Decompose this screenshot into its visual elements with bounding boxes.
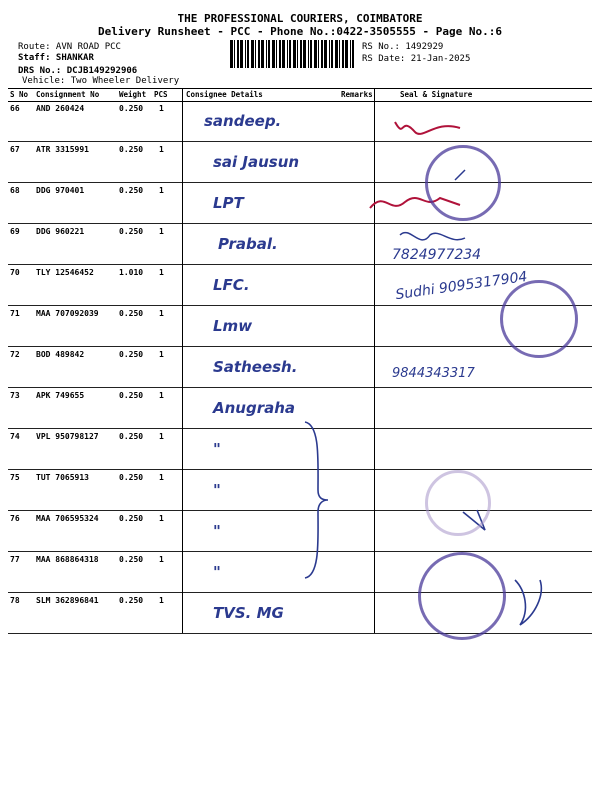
sno-cell: 67	[10, 145, 20, 154]
weight-cell: 0.250	[119, 391, 144, 400]
consignee-handwriting: sandeep.	[204, 112, 282, 130]
sno-cell: 69	[10, 227, 20, 236]
barcode-bar	[310, 40, 312, 68]
pcs-cell: 1	[159, 227, 164, 236]
barcode-bar	[282, 40, 285, 68]
pcs-cell: 1	[159, 309, 164, 318]
company-seal-stamp	[425, 145, 501, 221]
consignment-cell: MAA 868864318	[36, 555, 99, 564]
barcode-bar	[300, 40, 302, 68]
company-title: THE PROFESSIONAL COURIERS, COIMBATORE	[177, 12, 423, 25]
barcode-bar	[268, 40, 270, 68]
consignment-cell: BOD 489842	[36, 350, 85, 359]
barcode-bar	[234, 40, 235, 68]
barcode-bar	[339, 40, 340, 68]
barcode-bar	[321, 40, 323, 68]
barcode-bar	[255, 40, 256, 68]
barcode-bar	[237, 40, 239, 68]
vehicle-label: Vehicle: Two Wheeler Delivery	[22, 76, 180, 86]
consignee-handwriting: LPT	[213, 194, 244, 212]
sno-cell: 68	[10, 186, 20, 195]
runsheet-subtitle: Delivery Runsheet - PCC - Phone No.:0422-3505555 - Page No.:6	[98, 25, 502, 38]
weight-cell: 0.250	[119, 596, 144, 605]
pcs-cell: 1	[159, 514, 164, 523]
company-seal-stamp	[418, 552, 506, 640]
consignee-handwriting: Lmw	[213, 317, 253, 335]
row72-handwritten-phone: 9844343317	[392, 366, 475, 381]
sno-cell: 70	[10, 268, 20, 277]
barcode-bar	[331, 40, 333, 68]
barcode-bar	[272, 40, 275, 68]
barcode-bar	[245, 40, 246, 68]
barcode-bar	[247, 40, 249, 68]
weight-cell: 0.250	[119, 473, 144, 482]
barcode-bar	[303, 40, 306, 68]
rs-date: RS Date: 21-Jan-2025	[362, 54, 471, 64]
barcode-bar	[314, 40, 317, 68]
barcode-bar	[297, 40, 298, 68]
barcode-bar	[258, 40, 260, 68]
barcode-bar	[308, 40, 309, 68]
weight-cell: 1.010	[119, 268, 144, 277]
consignee-handwriting: "	[213, 522, 221, 540]
pcs-cell: 1	[159, 350, 164, 359]
barcode-bar	[324, 40, 327, 68]
consignee-handwriting: LFC.	[213, 276, 250, 294]
barcode-bar	[352, 40, 354, 68]
consignee-handwriting: "	[213, 481, 221, 499]
weight-cell: 0.250	[119, 432, 144, 441]
staff-label: Staff: SHANKAR	[18, 53, 94, 63]
consignment-cell: AND 260424	[36, 104, 85, 113]
weight-cell: 0.250	[119, 227, 144, 236]
barcode-bar	[342, 40, 344, 68]
barcode-bar	[240, 40, 243, 68]
pcs-cell: 1	[159, 473, 164, 482]
col-pcs-header: PCS	[154, 90, 168, 99]
barcode-bar	[261, 40, 264, 68]
consignment-cell: MAA 707092039	[36, 309, 99, 318]
col-sno-header: S No	[10, 90, 29, 99]
drs-number: DRS No.: DCJB149292906	[18, 66, 138, 76]
consignee-handwriting: Satheesh.	[213, 358, 298, 376]
sno-cell: 72	[10, 350, 20, 359]
consignment-cell: ATR 3315991	[36, 145, 89, 154]
route-label: Route: AVN ROAD PCC	[18, 42, 121, 52]
company-seal-stamp	[500, 280, 578, 358]
pcs-cell: 1	[159, 186, 164, 195]
row69-handwritten-phone: 7824977234	[392, 247, 482, 263]
column-divider	[182, 88, 183, 633]
sno-cell: 71	[10, 309, 20, 318]
pcs-cell: 1	[159, 391, 164, 400]
consignment-cell: DDG 960221	[36, 227, 85, 236]
consignment-cell: TUT 7065913	[36, 473, 89, 482]
col-consignee-header: Consignee Details	[186, 90, 263, 99]
ditto-brace	[300, 420, 330, 580]
consignment-cell: MAA 706595324	[36, 514, 99, 523]
barcode-bar	[276, 40, 277, 68]
pcs-cell: 1	[159, 596, 164, 605]
barcode-bar	[287, 40, 288, 68]
sno-cell: 77	[10, 555, 20, 564]
barcode-bar	[266, 40, 267, 68]
col-consignment-header: Consignment No	[36, 90, 100, 99]
weight-cell: 0.250	[119, 514, 144, 523]
consignment-cell: SLM 362896841	[36, 596, 99, 605]
row70-handwritten-phone: Sudhi 9095317904	[394, 268, 529, 304]
barcode-bar	[230, 40, 233, 68]
company-seal-stamp	[425, 470, 491, 536]
barcode-bar	[329, 40, 330, 68]
weight-cell: 0.250	[119, 145, 144, 154]
sno-cell: 66	[10, 104, 20, 113]
consignee-handwriting: Anugraha	[213, 399, 296, 417]
barcode-bar	[335, 40, 338, 68]
barcode-bar	[251, 40, 254, 68]
weight-cell: 0.250	[119, 186, 144, 195]
col-weight-header: Weight	[119, 90, 147, 99]
pcs-cell: 1	[159, 432, 164, 441]
consignment-cell: APK 749655	[36, 391, 85, 400]
sno-cell: 78	[10, 596, 20, 605]
consignment-cell: VPL 950798127	[36, 432, 99, 441]
barcode-bar	[318, 40, 319, 68]
sno-cell: 75	[10, 473, 20, 482]
sno-cell: 74	[10, 432, 20, 441]
consignee-handwriting: "	[213, 563, 221, 581]
sno-cell: 73	[10, 391, 20, 400]
consignment-cell: TLY 12546452	[36, 268, 94, 277]
barcode-bar	[289, 40, 291, 68]
barcode-bar	[293, 40, 296, 68]
weight-cell: 0.250	[119, 350, 144, 359]
rs-number: RS No.: 1492929	[362, 42, 444, 52]
weight-cell: 0.250	[119, 309, 144, 318]
barcode	[230, 40, 355, 68]
barcode-bar	[345, 40, 348, 68]
consignee-handwriting: sai Jausun	[213, 153, 300, 171]
barcode-bar	[279, 40, 281, 68]
consignee-handwriting: Prabal.	[218, 235, 278, 253]
pcs-cell: 1	[159, 145, 164, 154]
weight-cell: 0.250	[119, 555, 144, 564]
consignee-handwriting: "	[213, 440, 221, 458]
consignee-handwriting: TVS. MG	[213, 604, 284, 622]
col-signature-header: Seal & Signature	[400, 90, 473, 99]
col-remarks-header: Remarks	[341, 90, 373, 99]
pcs-cell: 1	[159, 268, 164, 277]
pcs-cell: 1	[159, 104, 164, 113]
pcs-cell: 1	[159, 555, 164, 564]
consignment-cell: DDG 970401	[36, 186, 85, 195]
barcode-bar	[350, 40, 351, 68]
sno-cell: 76	[10, 514, 20, 523]
weight-cell: 0.250	[119, 104, 144, 113]
